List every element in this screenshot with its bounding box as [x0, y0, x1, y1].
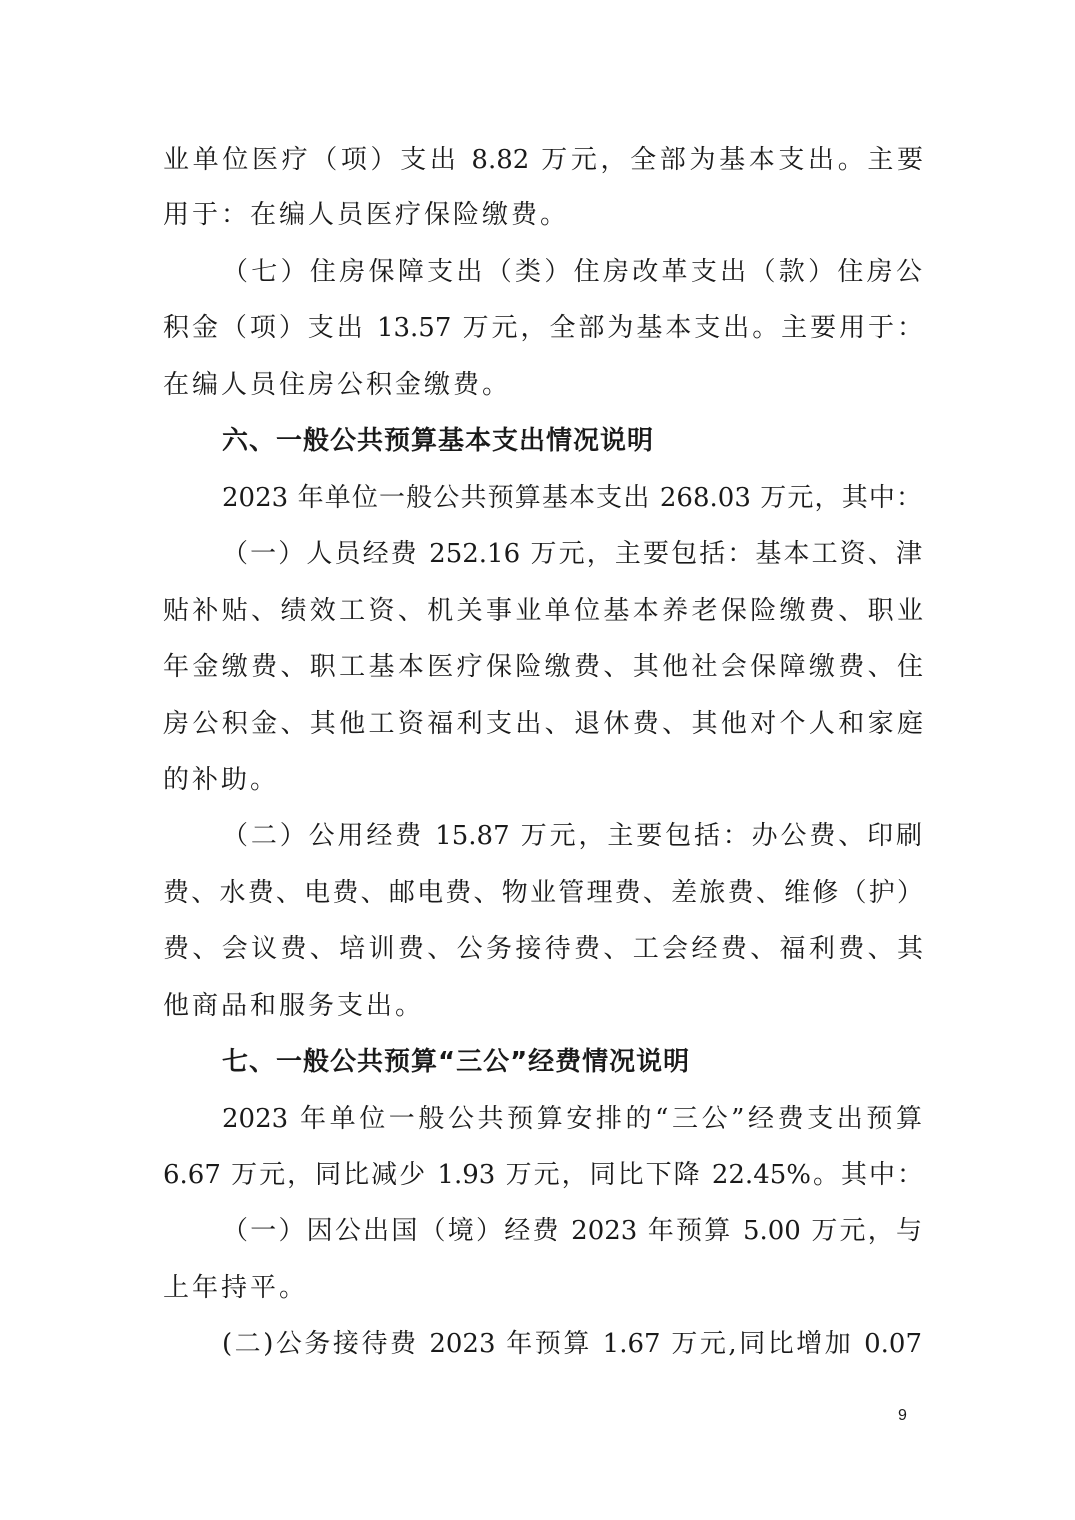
body-text-line: 费、会议费、培训费、公务接待费、工会经费、福利费、其 — [163, 934, 923, 964]
body-text-line: 业单位医疗（项）支出 8.82 万元，全部为基本支出。主要 — [163, 145, 923, 175]
body-text-line: 2023 年单位一般公共预算安排的“三公”经费支出预算 — [222, 1104, 922, 1134]
body-text-line: 在编人员住房公积金缴费。 — [163, 370, 512, 400]
body-text-line: 贴补贴、绩效工资、机关事业单位基本养老保险缴费、职业 — [163, 596, 923, 626]
section-heading: 七、一般公共预算“三公”经费情况说明 — [222, 1047, 691, 1077]
body-text-line: 房公积金、其他工资福利支出、退休费、其他对个人和家庭 — [163, 709, 923, 739]
body-text-line: (二)公务接待费 2023 年预算 1.67 万元,同比增加 0.07 — [222, 1329, 922, 1359]
body-text-line: 积金（项）支出 13.57 万元，全部为基本支出。主要用于： — [163, 313, 923, 343]
body-text-line: 费、水费、电费、邮电费、物业管理费、差旅费、维修（护） — [163, 878, 923, 908]
body-text-line: 他商品和服务支出。 — [163, 991, 425, 1021]
body-text-line: 用于：在编人员医疗保险缴费。 — [163, 200, 570, 230]
body-text-line: 6.67 万元，同比减少 1.93 万元，同比下降 22.45%。其中： — [163, 1160, 923, 1190]
body-text-line: 上年持平。 — [163, 1273, 309, 1303]
body-text-line: 年金缴费、职工基本医疗保险缴费、其他社会保障缴费、住 — [163, 652, 923, 682]
body-text-line: 的补助。 — [163, 765, 280, 795]
body-text-line: （七）住房保障支出（类）住房改革支出（款）住房公 — [222, 257, 922, 287]
body-text-line: （二）公用经费 15.87 万元，主要包括：办公费、印刷 — [222, 821, 922, 851]
section-heading: 六、一般公共预算基本支出情况说明 — [222, 426, 655, 456]
page-number: 9 — [898, 1407, 907, 1424]
body-text-line: 2023 年单位一般公共预算基本支出 268.03 万元，其中： — [222, 483, 922, 513]
body-text-line: （一）人员经费 252.16 万元，主要包括：基本工资、津 — [222, 539, 922, 569]
body-text-line: （一）因公出国（境）经费 2023 年预算 5.00 万元，与 — [222, 1216, 922, 1246]
